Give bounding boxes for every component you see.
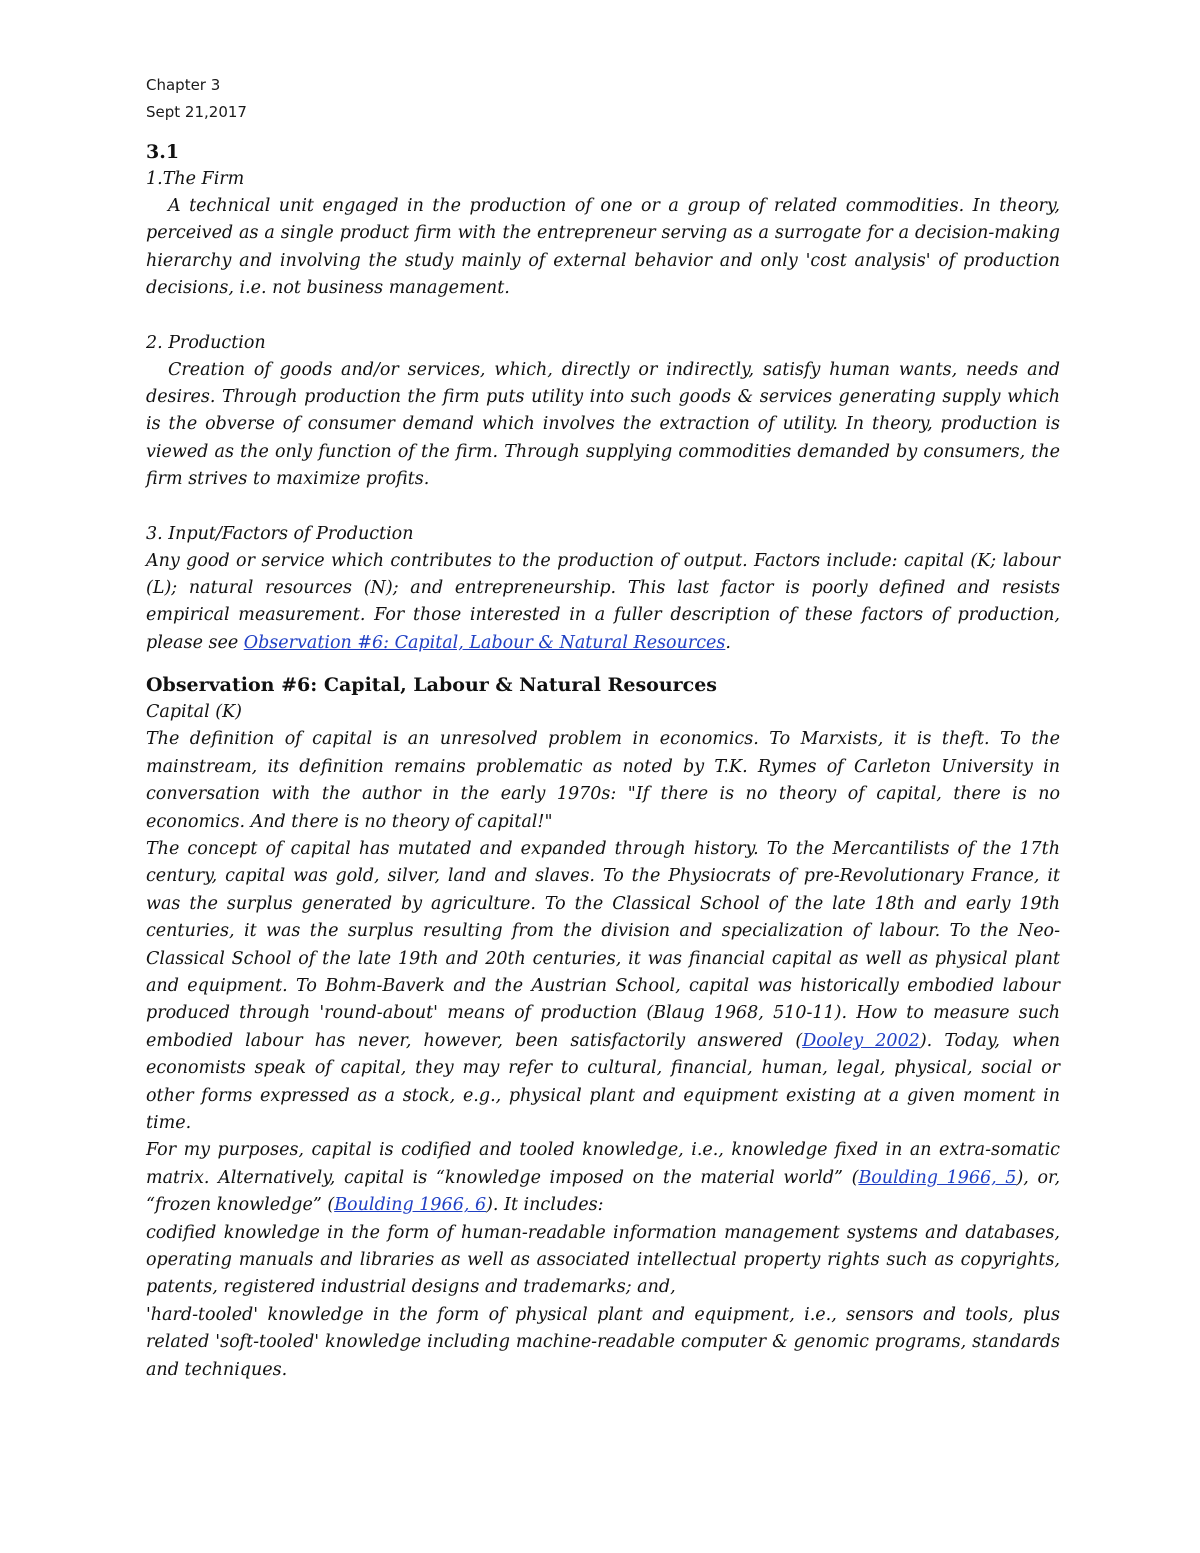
capital-paragraph-5: 'hard-tooled' knowledge in the form of physical plant and equipment, i.e., sensors and tools, plus related 'soft-tooled' knowledge including machine-readable computer & genomic programs, standards and techniques. [146,1304,1060,1380]
dooley-2002-link[interactable]: Dooley 2002 [802,1030,920,1051]
section-number: 3.1 [146,141,180,163]
capital-paragraph-4: codified knowledge in the form of human-readable information management systems and databases, operating manuals and libraries as well as associated intellectual property rights such as copyrights, patents, registered industrial designs and trademarks; and, [146,1222,1060,1298]
term-factors-of-production: 3. Input/Factors of Production [146,523,414,544]
document-page [146,72,1060,1384]
definition-factors-of-production [146,548,1060,658]
paragraph-text-end: ). Today, when economists speak of capital, they may refer to cultural, financial, human, legal, physical, social or other forms expressed as a stock, e.g., physical plant and equipment existing at a given moment in time. [146,1030,1060,1133]
spacer [146,303,1060,330]
definition-text-end: . [725,632,731,653]
date-label: Sept 21,2017 [146,103,247,121]
paragraph-text: The concept of capital has mutated and expanded through history. To the Mercantilists of the 17th century, capital was gold, silver, land and slaves. To the Physiocrats of pre-Revolutionary France, it was the surplus generated by agriculture. To the Classical School of the late 18th and early 19th centuries, it was the surplus resulting from the division and specialization of labour. To the Neo-Classical School of the late 19th and 20th centuries, it was financial capital as well as physical plant and equipment. To Bohm-Baverk and the Austrian School, capital was historically embodied labour produced through 'round-about' means of production (Blaug 1968, 510-11). How to measure such embodied labour has never, however, been satisfactorily answered ( [146,838,1060,1051]
term-the-firm: 1.The Firm [146,169,245,189]
paragraph-text: For my purposes, capital is codified and tooled knowledge, i.e., knowledge fixed in an extra-somatic matrix. Alternatively, capital is “knowledge imposed on the material world” ( [146,1140,1060,1188]
observation-title: Observation #6: Capital, Labour & Natural Resources [146,674,718,697]
boulding-1966-6-link[interactable]: Boulding 1966, 6 [334,1195,487,1216]
capital-paragraph-1: The definition of capital is an unresolved problem in economics. To Marxists, it is theft. To the mainstream, its definition remains problematic as noted by T.K. Rymes of Carleton University in conversation with the author in the early 1970s: "If there is no theory of capital, there is no economics. And there is no theory of capital!" [146,729,1060,832]
capital-subheading: Capital (K) [146,702,242,723]
term-production: 2. Production [146,332,266,353]
spacer [146,494,1060,521]
boulding-1966-5-link[interactable]: Boulding 1966, 5 [858,1167,1017,1188]
observation-6-link[interactable]: Observation #6: Capital, Labour & Natural Resources [243,632,726,653]
paragraph-text-mid: ), or, “frozen knowledge” ( [146,1167,1061,1216]
definition-text: Any good or service which contributes to the production of output. Factors include: capital (K; labour (L); natural resources (N); and entrepreneurship. This last factor is poorly defined and resists empirical measurement. For those interested in a fuller description of these factors of production, please see [146,550,1060,653]
definition-production: Creation of goods and/or services, which, directly or indirectly, satisfy human wants, needs and desires. Through production the firm puts utility into such goods & services generating supply which is the obverse of consumer demand which involves the extraction of utility. In theory, production is viewed as the only function of the firm. Through supplying commodities demanded by consumers, the firm strives to maximize profits. [146,359,1060,490]
capital-paragraph-2 [146,836,1060,1137]
paragraph-text-end: ). It includes: [486,1195,604,1216]
chapter-label: Chapter 3 [146,76,221,94]
capital-paragraph-3 [146,1137,1060,1219]
definition-the-firm: A technical unit engaged in the production of one or a group of related commodities. In theory, perceived as a single product firm with the entrepreneur serving as a surrogate for a decision-making hierarchy and involving the study mainly of external behavior and only 'cost analysis' of production decisions, i.e. not business management. [146,196,1060,299]
